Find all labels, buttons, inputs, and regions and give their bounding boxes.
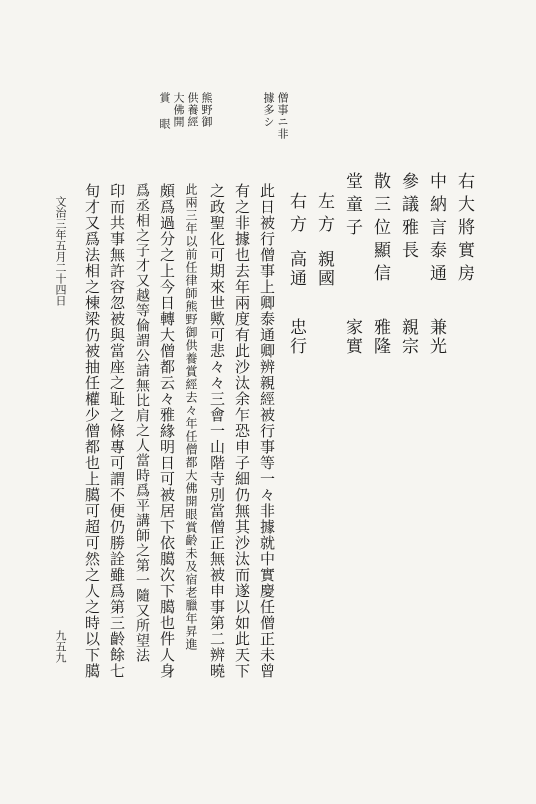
gloss-left-1: 熊野御 xyxy=(200,92,213,128)
attendee-extra-1: 家實 xyxy=(342,318,362,356)
page-number: 九五九 xyxy=(54,630,67,663)
attendee-name-4: 雅隆 xyxy=(370,318,390,356)
attendee-name-6: 親國 xyxy=(314,250,334,288)
attendee-name-3: 親宗 xyxy=(398,318,418,356)
gloss-right-2: 據多シ xyxy=(262,92,275,128)
attendee-extra-2: 忠行 xyxy=(286,318,306,356)
gloss-right-1: 僧事ニ非 xyxy=(276,92,289,140)
gloss-left-3: 大佛開 xyxy=(172,92,185,128)
body-line-7: 印而共事無許容忽被與當座之耻之條專可謂不便仍勝詮雖爲第三齡餘七 xyxy=(108,183,126,679)
attendee-name-2: 兼光 xyxy=(426,318,446,356)
gloss-left-4: 賞 眼 xyxy=(158,92,171,130)
attendee-title-1: 右大將實房 xyxy=(454,172,474,287)
body-line-1: 此日被行僧事上卿泰通卿辨親經被行事等一々非據就中實慶任僧正未曾 xyxy=(258,183,276,679)
attendee-title-2: 中納言泰通 xyxy=(426,172,446,287)
body-line-5: 頗爲過分之上今日轉大僧都云々雅緣明日可被居下依臈次下臈也件人身 xyxy=(158,183,176,679)
attendee-title-5: 堂童子 xyxy=(342,172,362,241)
attendee-title-7: 右方 xyxy=(286,192,306,238)
date-line: 文治三年五月二十四日 xyxy=(54,196,67,306)
attendee-title-3: 參議雅長 xyxy=(398,172,418,264)
gloss-left-2: 供養經 xyxy=(186,92,199,128)
attendee-title-6: 左方 xyxy=(314,192,334,238)
body-line-3: 之政聖化可期來世歟可悲々々三會一山階寺別當僧正無被申事第二辨曉 xyxy=(208,183,226,679)
body-line-6: 爲丞相之子才又越等倫謂公請無比肩之人當時爲平講師之第一隨又所望法 xyxy=(134,183,150,663)
attendee-name-7: 高通 xyxy=(286,250,306,288)
attendee-title-4: 散三位顯信 xyxy=(370,172,390,287)
body-line-2: 有之非據也去年兩度有此沙汰余乍恐申子細仍無其沙汰而遂以如此天下 xyxy=(233,183,251,679)
body-line-4: 此兩三年以前任律師熊野御供養賞經去々年任僧都大佛開眼賞齡未及宿老臘年昇進 xyxy=(184,183,198,651)
body-line-8: 旬才又爲法相之棟梁仍被抽任權少僧都也上臈可超可然之人之時以下臈 xyxy=(83,183,101,679)
